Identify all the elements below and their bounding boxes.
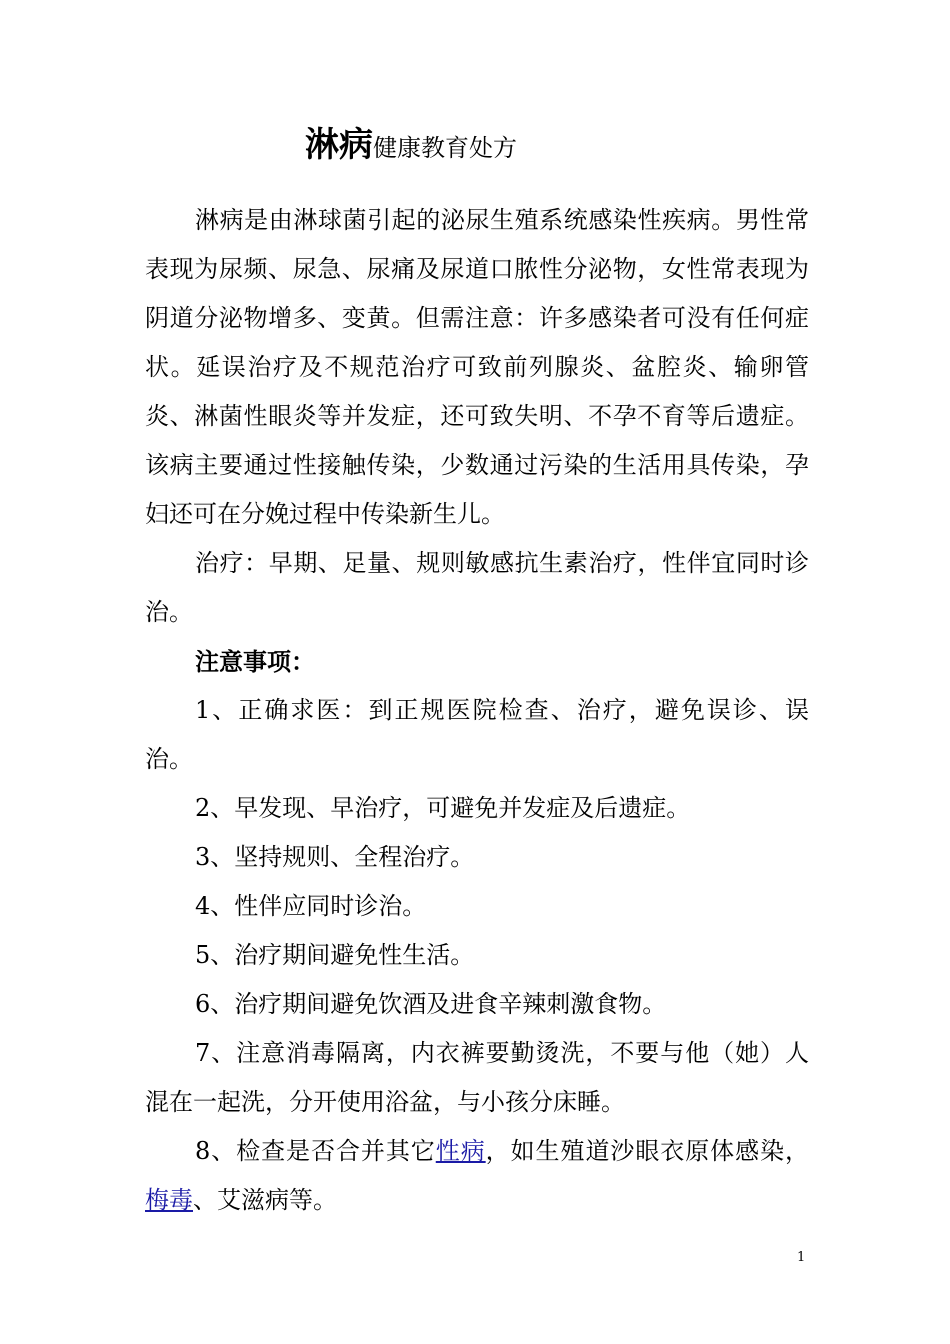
intro-paragraph: 淋病是由淋球菌引起的泌尿生殖系统感染性疾病。男性常表现为尿频、尿急、尿痛及尿道口脓性分泌物，女性常表现为阴道分泌物增多、变黄。但需注意：许多感染者可没有任何症状。延误治疗及不规范治疗可致前列腺炎、盆腔炎、输卵管炎、淋菌性眼炎等并发症，还可致失明、不孕不育等后遗症。该病主要通过性接触传染，少数通过污染的生活用具传染，孕妇还可在分娩过程中传染新生儿。	[145, 206, 809, 528]
std-link[interactable]: 性病	[435, 1137, 486, 1165]
note-item: 3、坚持规则、全程治疗。	[195, 843, 475, 871]
page-number: 1	[797, 1250, 806, 1265]
note8-suffix: 、艾滋病等。	[193, 1186, 337, 1214]
title-main: 淋病	[305, 125, 373, 165]
treatment-paragraph: 治疗：早期、足量、规则敏感抗生素治疗，性伴宜同时诊治。	[145, 549, 809, 626]
note8-middle: ，如生殖道沙眼衣原体感染，	[485, 1137, 810, 1165]
note-item: 7、注意消毒隔离，内衣裤要勤烫洗，不要与他（她）人混在一起洗，分开使用浴盆，与小孩分床睡。	[145, 1039, 809, 1116]
note-item-8	[145, 1127, 809, 1225]
note-item: 6、治疗期间避免饮酒及进食辛辣刺激食物。	[195, 990, 667, 1018]
note8-prefix: 8、检查是否合并其它	[195, 1137, 436, 1165]
note-item: 4、性伴应同时诊治。	[195, 892, 427, 920]
note-item: 5、治疗期间避免性生活。	[195, 941, 475, 969]
document-title	[305, 125, 517, 165]
document-body	[145, 196, 809, 1225]
syphilis-link[interactable]: 梅毒	[145, 1186, 193, 1214]
note-item: 2、早发现、早治疗，可避免并发症及后遗症。	[195, 794, 691, 822]
title-subtitle: 健康教育处方	[373, 134, 517, 162]
notes-heading: 注意事项：	[195, 647, 315, 676]
note-item: 1、正确求医：到正规医院检查、治疗，避免误诊、误治。	[145, 696, 809, 773]
